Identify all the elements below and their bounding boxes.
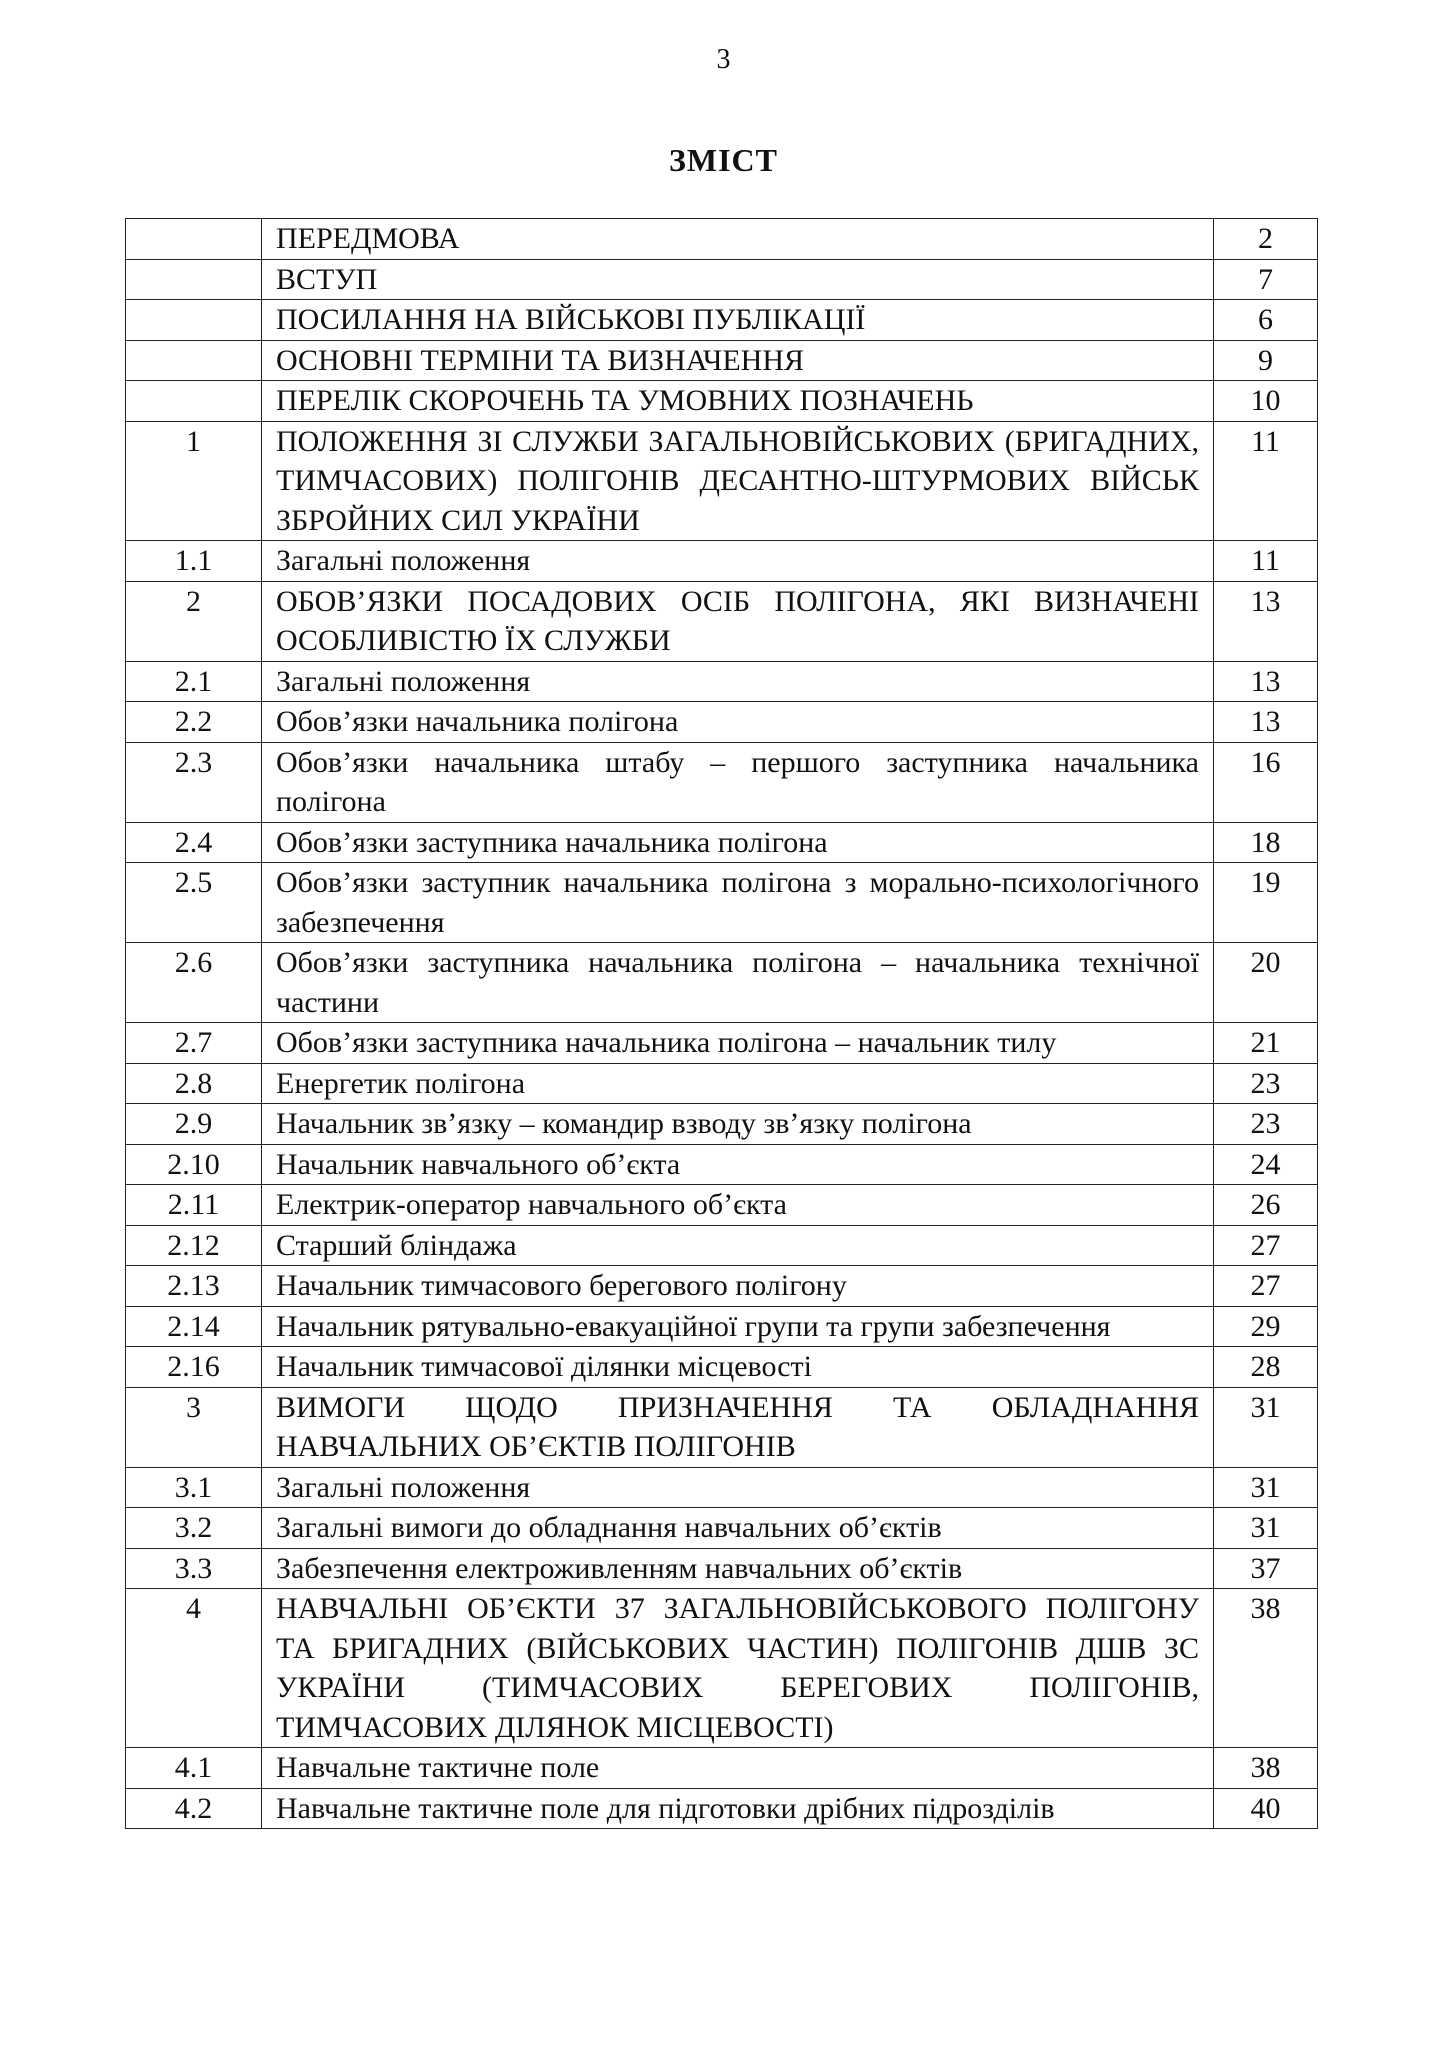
section-number: 2.3 [126, 742, 262, 822]
section-number: 2.14 [126, 1306, 262, 1347]
section-number: 2.1 [126, 661, 262, 702]
section-number: 2 [126, 581, 262, 661]
section-title: ОСНОВНІ ТЕРМІНИ ТА ВИЗНАЧЕННЯ [262, 340, 1214, 381]
page-ref: 27 [1214, 1266, 1318, 1307]
toc-row [126, 943, 1318, 1023]
toc-row [126, 1185, 1318, 1226]
section-number: 2.10 [126, 1144, 262, 1185]
section-number: 3.3 [126, 1548, 262, 1589]
page-ref: 31 [1214, 1508, 1318, 1549]
toc-row [126, 1589, 1318, 1748]
toc-row [126, 863, 1318, 943]
toc-row [126, 1347, 1318, 1388]
page-ref: 23 [1214, 1063, 1318, 1104]
section-number: 2.13 [126, 1266, 262, 1307]
page-ref: 7 [1214, 259, 1318, 300]
section-title: Забезпечення електроживленням навчальних об’єктів [262, 1548, 1214, 1589]
page-ref: 20 [1214, 943, 1318, 1023]
page-number: 3 [716, 44, 731, 75]
toc-row [126, 1548, 1318, 1589]
section-title: ВИМОГИ ЩОДО ПРИЗНАЧЕННЯ ТА ОБЛАДНАННЯ НАВЧАЛЬНИХ ОБ’ЄКТІВ ПОЛІГОНІВ [262, 1387, 1214, 1467]
page-ref: 37 [1214, 1548, 1318, 1589]
section-title: ВСТУП [262, 259, 1214, 300]
page-ref: 27 [1214, 1225, 1318, 1266]
page-ref: 31 [1214, 1387, 1318, 1467]
page-ref: 11 [1214, 541, 1318, 582]
page-ref: 38 [1214, 1589, 1318, 1748]
page-ref: 18 [1214, 822, 1318, 863]
toc-row [126, 1748, 1318, 1789]
toc-row [126, 1225, 1318, 1266]
toc-row [126, 259, 1318, 300]
section-title: Навчальне тактичне поле [262, 1748, 1214, 1789]
toc-row [126, 1266, 1318, 1307]
section-number [126, 381, 262, 422]
page-ref: 28 [1214, 1347, 1318, 1388]
section-title: Начальник тимчасової ділянки місцевості [262, 1347, 1214, 1388]
section-title: Навчальне тактичне поле для підготовки дрібних підрозділів [262, 1788, 1214, 1829]
page-ref: 11 [1214, 421, 1318, 541]
page-ref: 31 [1214, 1467, 1318, 1508]
section-title: Загальні положення [262, 541, 1214, 582]
section-number: 3 [126, 1387, 262, 1467]
section-number: 4.1 [126, 1748, 262, 1789]
toc-row [126, 381, 1318, 422]
section-title: Загальні положення [262, 661, 1214, 702]
toc-row [126, 822, 1318, 863]
section-title: Енергетик полігона [262, 1063, 1214, 1104]
section-number: 3.1 [126, 1467, 262, 1508]
section-title: Загальні положення [262, 1467, 1214, 1508]
page-ref: 2 [1214, 219, 1318, 260]
section-number [126, 340, 262, 381]
section-title: ПЕРЕЛІК СКОРОЧЕНЬ ТА УМОВНИХ ПОЗНАЧЕНЬ [262, 381, 1214, 422]
page-ref: 16 [1214, 742, 1318, 822]
toc-row [126, 219, 1318, 260]
toc-row [126, 1104, 1318, 1145]
page-title: ЗМІСТ [669, 142, 778, 178]
section-title: ПОЛОЖЕННЯ ЗІ СЛУЖБИ ЗАГАЛЬНОВІЙСЬКОВИХ (БРИГАДНИХ, ТИМЧАСОВИХ) ПОЛІГОНІВ ДЕСАНТНО-ШТУРМОВИХ ВІЙСЬК ЗБРОЙНИХ СИЛ УКРАЇНИ [262, 421, 1214, 541]
section-title: Начальник навчального об’єкта [262, 1144, 1214, 1185]
toc-row [126, 581, 1318, 661]
section-number: 2.6 [126, 943, 262, 1023]
page-ref: 13 [1214, 581, 1318, 661]
section-title: ПОСИЛАННЯ НА ВІЙСЬКОВІ ПУБЛІКАЦІЇ [262, 300, 1214, 341]
section-number: 2.12 [126, 1225, 262, 1266]
section-title: Обов’язки заступника начальника полігона – начальник тилу [262, 1023, 1214, 1064]
section-number: 2.7 [126, 1023, 262, 1064]
toc-row [126, 661, 1318, 702]
section-number: 1 [126, 421, 262, 541]
page-ref: 26 [1214, 1185, 1318, 1226]
section-number [126, 219, 262, 260]
toc-row [126, 1306, 1318, 1347]
page-ref: 23 [1214, 1104, 1318, 1145]
table-of-contents [125, 218, 1318, 1829]
page-ref: 24 [1214, 1144, 1318, 1185]
section-title: ОБОВ’ЯЗКИ ПОСАДОВИХ ОСІБ ПОЛІГОНА, ЯКІ ВИЗНАЧЕНІ ОСОБЛИВІСТЮ ЇХ СЛУЖБИ [262, 581, 1214, 661]
section-number: 2.8 [126, 1063, 262, 1104]
section-number: 2.5 [126, 863, 262, 943]
section-number [126, 300, 262, 341]
section-title: Старший бліндажа [262, 1225, 1214, 1266]
toc-row [126, 1023, 1318, 1064]
section-title: Обов’язки начальника штабу – першого заступника начальника полігона [262, 742, 1214, 822]
toc-row [126, 1387, 1318, 1467]
page-ref: 38 [1214, 1748, 1318, 1789]
section-number [126, 259, 262, 300]
toc-row [126, 1508, 1318, 1549]
section-title: ПЕРЕДМОВА [262, 219, 1214, 260]
section-number: 2.9 [126, 1104, 262, 1145]
section-number: 1.1 [126, 541, 262, 582]
page-ref: 21 [1214, 1023, 1318, 1064]
toc-body [126, 219, 1318, 1829]
toc-row [126, 541, 1318, 582]
toc-row [126, 1467, 1318, 1508]
section-number: 2.11 [126, 1185, 262, 1226]
toc-row [126, 340, 1318, 381]
section-number: 3.2 [126, 1508, 262, 1549]
section-number: 2.2 [126, 702, 262, 743]
section-title: Начальник зв’язку – командир взводу зв’язку полігона [262, 1104, 1214, 1145]
page-ref: 9 [1214, 340, 1318, 381]
section-title: Обов’язки заступник начальника полігона з морально-психологічного забезпечення [262, 863, 1214, 943]
page-ref: 13 [1214, 702, 1318, 743]
section-title: Начальник тимчасового берегового полігону [262, 1266, 1214, 1307]
section-number: 2.16 [126, 1347, 262, 1388]
section-title: Електрик-оператор навчального об’єкта [262, 1185, 1214, 1226]
section-number: 4 [126, 1589, 262, 1748]
page-ref: 13 [1214, 661, 1318, 702]
toc-row [126, 300, 1318, 341]
section-title: Загальні вимоги до обладнання навчальних об’єктів [262, 1508, 1214, 1549]
toc-row [126, 1788, 1318, 1829]
page-ref: 40 [1214, 1788, 1318, 1829]
section-number: 4.2 [126, 1788, 262, 1829]
section-title: Обов’язки заступника начальника полігона – начальника технічної частини [262, 943, 1214, 1023]
section-title: Обов’язки начальника полігона [262, 702, 1214, 743]
toc-row [126, 702, 1318, 743]
toc-row [126, 742, 1318, 822]
page-ref: 29 [1214, 1306, 1318, 1347]
section-title: НАВЧАЛЬНІ ОБ’ЄКТИ 37 ЗАГАЛЬНОВІЙСЬКОВОГО ПОЛІГОНУ ТА БРИГАДНИХ (ВІЙСЬКОВИХ ЧАСТИН) ПОЛІГОНІВ ДШВ ЗС УКРАЇНИ (ТИМЧАСОВИХ БЕРЕГОВИХ ПОЛІГОНІВ, ТИМЧАСОВИХ ДІЛЯНОК МІСЦЕВОСТІ) [262, 1589, 1214, 1748]
section-title: Обов’язки заступника начальника полігона [262, 822, 1214, 863]
page-ref: 19 [1214, 863, 1318, 943]
section-number: 2.4 [126, 822, 262, 863]
toc-row [126, 1144, 1318, 1185]
page-ref: 10 [1214, 381, 1318, 422]
toc-row [126, 1063, 1318, 1104]
toc-row [126, 421, 1318, 541]
page-ref: 6 [1214, 300, 1318, 341]
section-title: Начальник рятувально-евакуаційної групи та групи забезпечення [262, 1306, 1214, 1347]
